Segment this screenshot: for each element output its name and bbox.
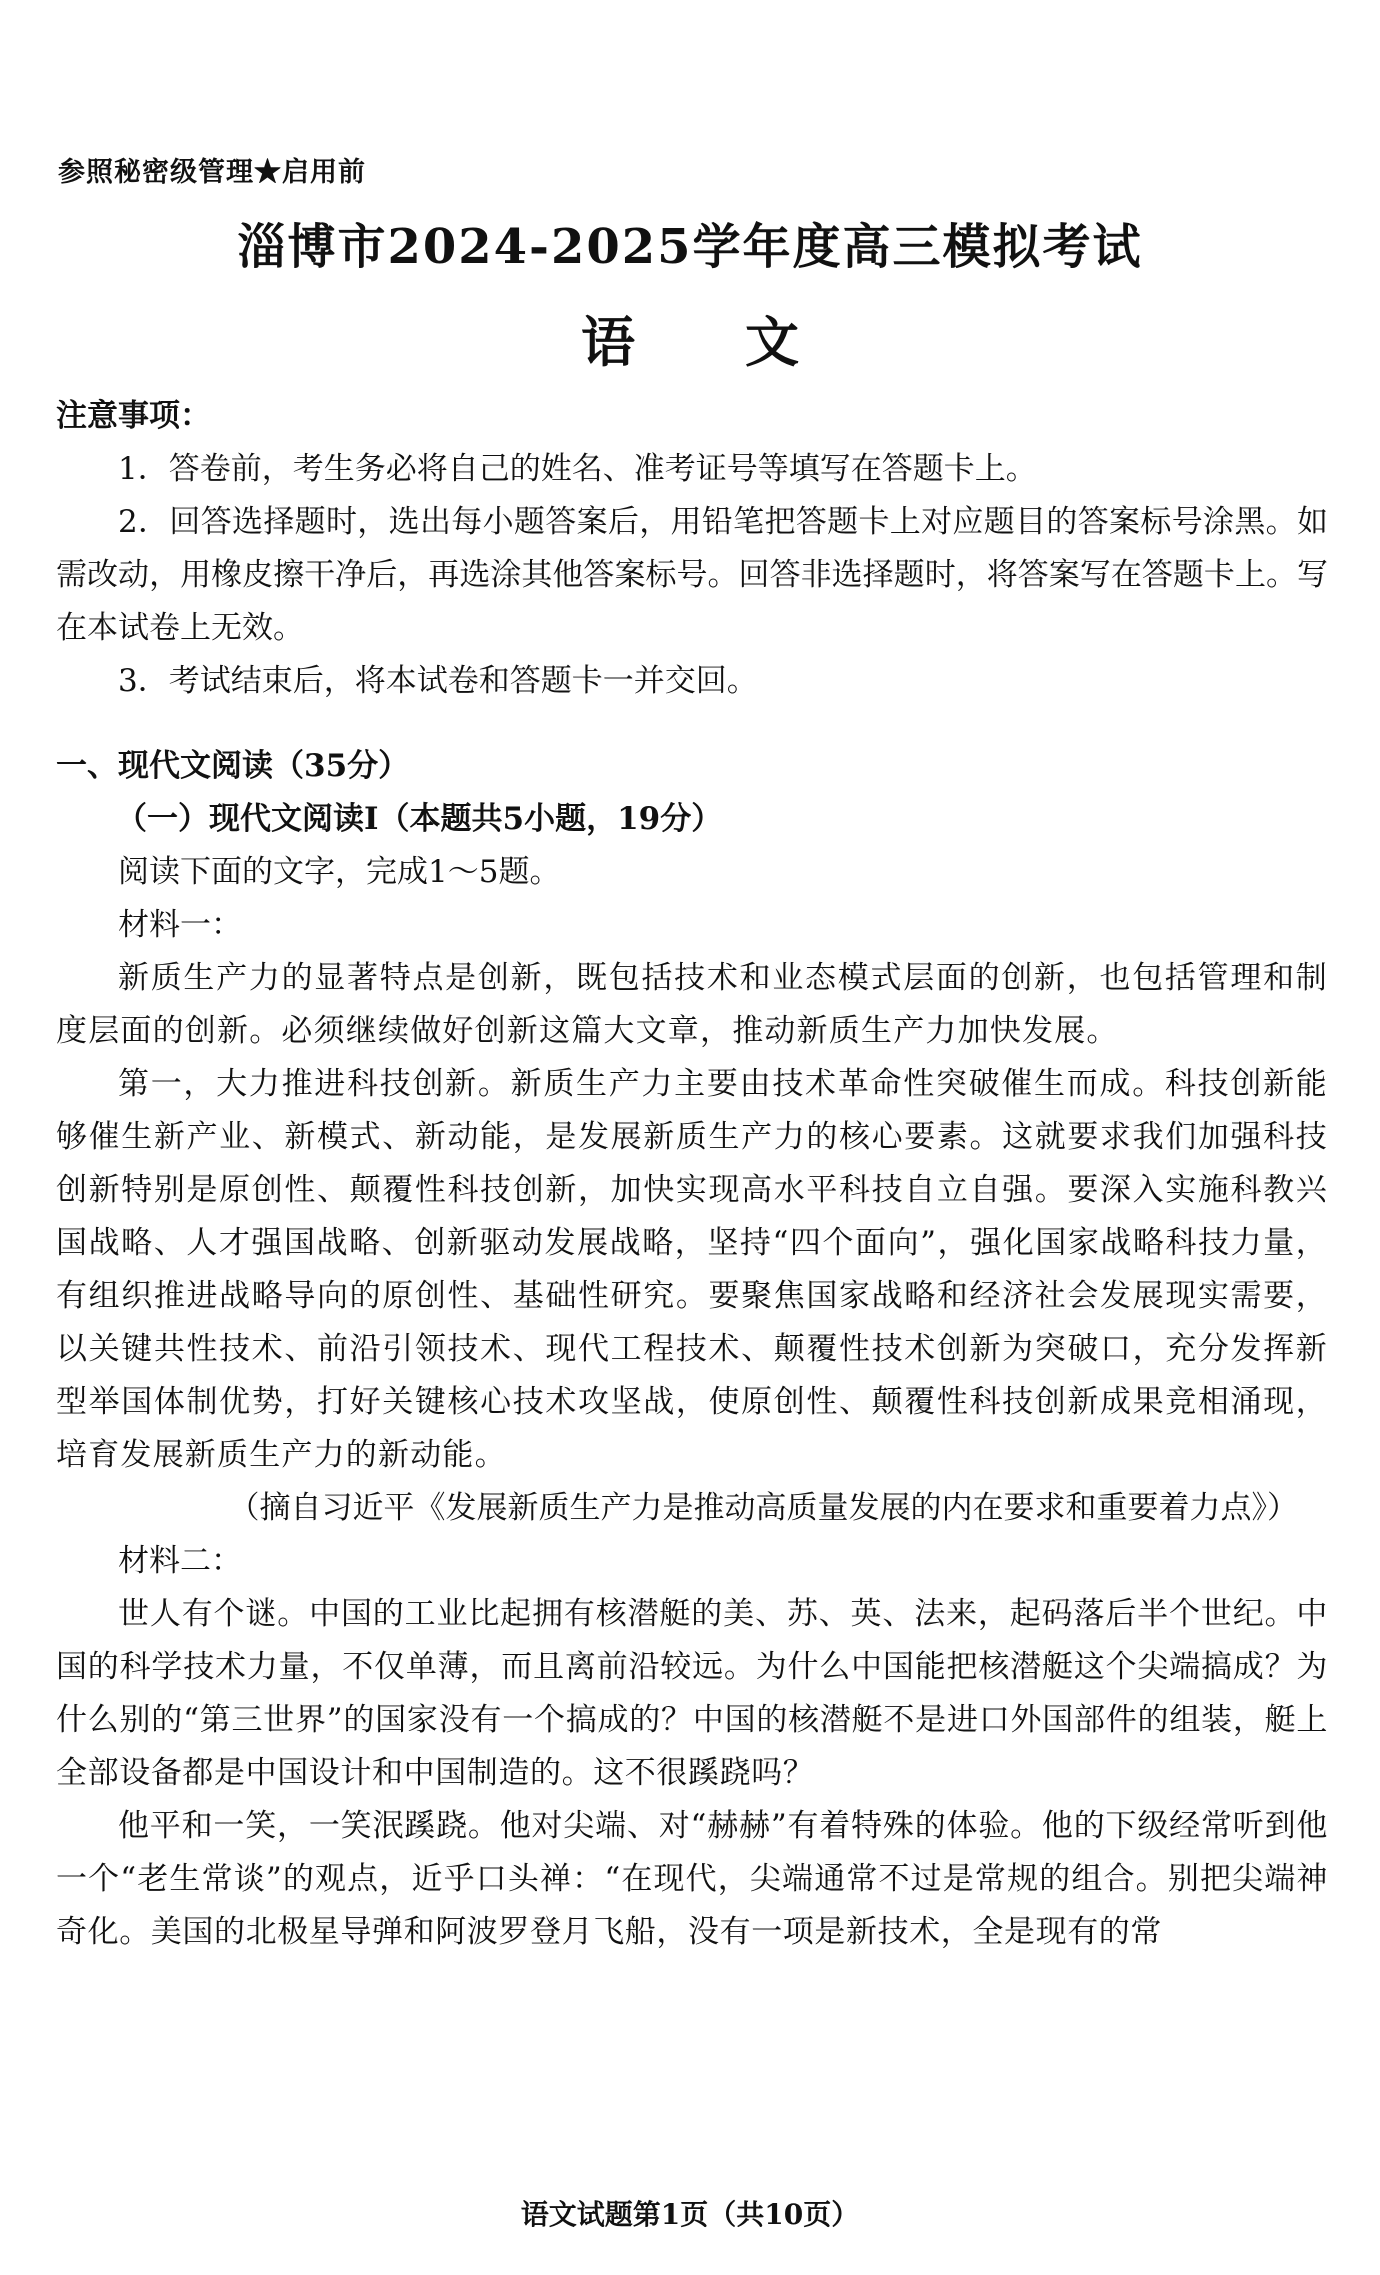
sub-section-heading: （一）现代文阅读Ⅰ（本题共5小题，19分） — [116, 801, 723, 837]
notice-block — [56, 390, 1328, 708]
material-2-paragraph: 世人有个谜。中国的工业比起拥有核潜艇的美、苏、英、法来，起码落后半个世纪。中国的科学技术力量，不仅单薄，而且离前沿较远。为什么中国能把核潜艇这个尖端搞成？为什么别的“第三世界”的国家没有一个搞成的？中国的核潜艇不是进口外国部件的组装，艇上全部设备都是中国设计和中国制造的。这不很蹊跷吗？ — [56, 1596, 1328, 1791]
material-1-citation: （摘自习近平《发展新质生产力是推动高质量发展的内在要求和重要着力点》） — [228, 1490, 1298, 1526]
notice-heading: 注意事项： — [56, 398, 211, 434]
notice-item-1: 1．答卷前，考生务必将自己的姓名、准考证号等填写在答题卡上。 — [118, 451, 1037, 487]
page-footer: 语文试题第1页（共10页） — [520, 2198, 860, 2231]
material-1-paragraph: 第一，大力推进科技创新。新质生产力主要由技术革命性突破催生而成。科技创新能够催生新产业、新模式、新动能，是发展新质生产力的核心要素。这就要求我们加强科技创新特别是原创性、颠覆性科技创新，加快实现高水平科技自立自强。要深入实施科教兴国战略、人才强国战略、创新驱动发展战略，坚持“四个面向”，强化国家战略科技力量，有组织推进战略导向的原创性、基础性研究。要聚焦国家战略和经济社会发展现实需要，以关键共性技术、前沿引领技术、现代工程技术、颠覆性技术创新为突破口，充分发挥新型举国体制优势，打好关键核心技术攻坚战，使原创性、颠覆性科技创新成果竞相涌现，培育发展新质生产力的新动能。 — [56, 1066, 1328, 1473]
notice-item-2: 2．回答选择题时，选出每小题答案后，用铅笔把答题卡上对应题目的答案标号涂黑。如需改动，用橡皮擦干净后，再选涂其他答案标号。回答非选择题时，将答案写在答题卡上。写在本试卷上无效。 — [56, 504, 1328, 646]
secret-level-mark: 参照秘密级管理★启用前 — [58, 157, 366, 188]
notice-item-3: 3．考试结束后，将本试卷和答题卡一并交回。 — [118, 663, 758, 699]
subject-char-2: 文 — [745, 310, 799, 374]
material-1-label: 材料一： — [118, 907, 242, 943]
subject-char-1: 语 — [581, 310, 635, 374]
material-1-paragraph: 新质生产力的显著特点是创新，既包括技术和业态模式层面的创新，也包括管理和制度层面的创新。必须继续做好创新这篇大文章，推动新质生产力加快发展。 — [56, 960, 1328, 1049]
instruction-text: 阅读下面的文字，完成1～5题。 — [118, 854, 561, 890]
material-2-paragraph: 他平和一笑，一笑泯蹊跷。他对尖端、对“赫赫”有着特殊的体验。他的下级经常听到他一个“老生常谈”的观点，近乎口头禅：“在现代，尖端通常不过是常规的组合。别把尖端神奇化。美国的北极星导弹和阿波罗登月飞船，没有一项是新技术，全是现有的常 — [56, 1808, 1328, 1950]
material-2-label: 材料二： — [118, 1543, 242, 1579]
reading-section — [56, 740, 1328, 1959]
section-heading: 一、现代文阅读（35分） — [56, 748, 410, 784]
subject-title — [0, 300, 1380, 377]
exam-title: 淄博市2024-2025学年度高三模拟考试 — [237, 219, 1143, 275]
